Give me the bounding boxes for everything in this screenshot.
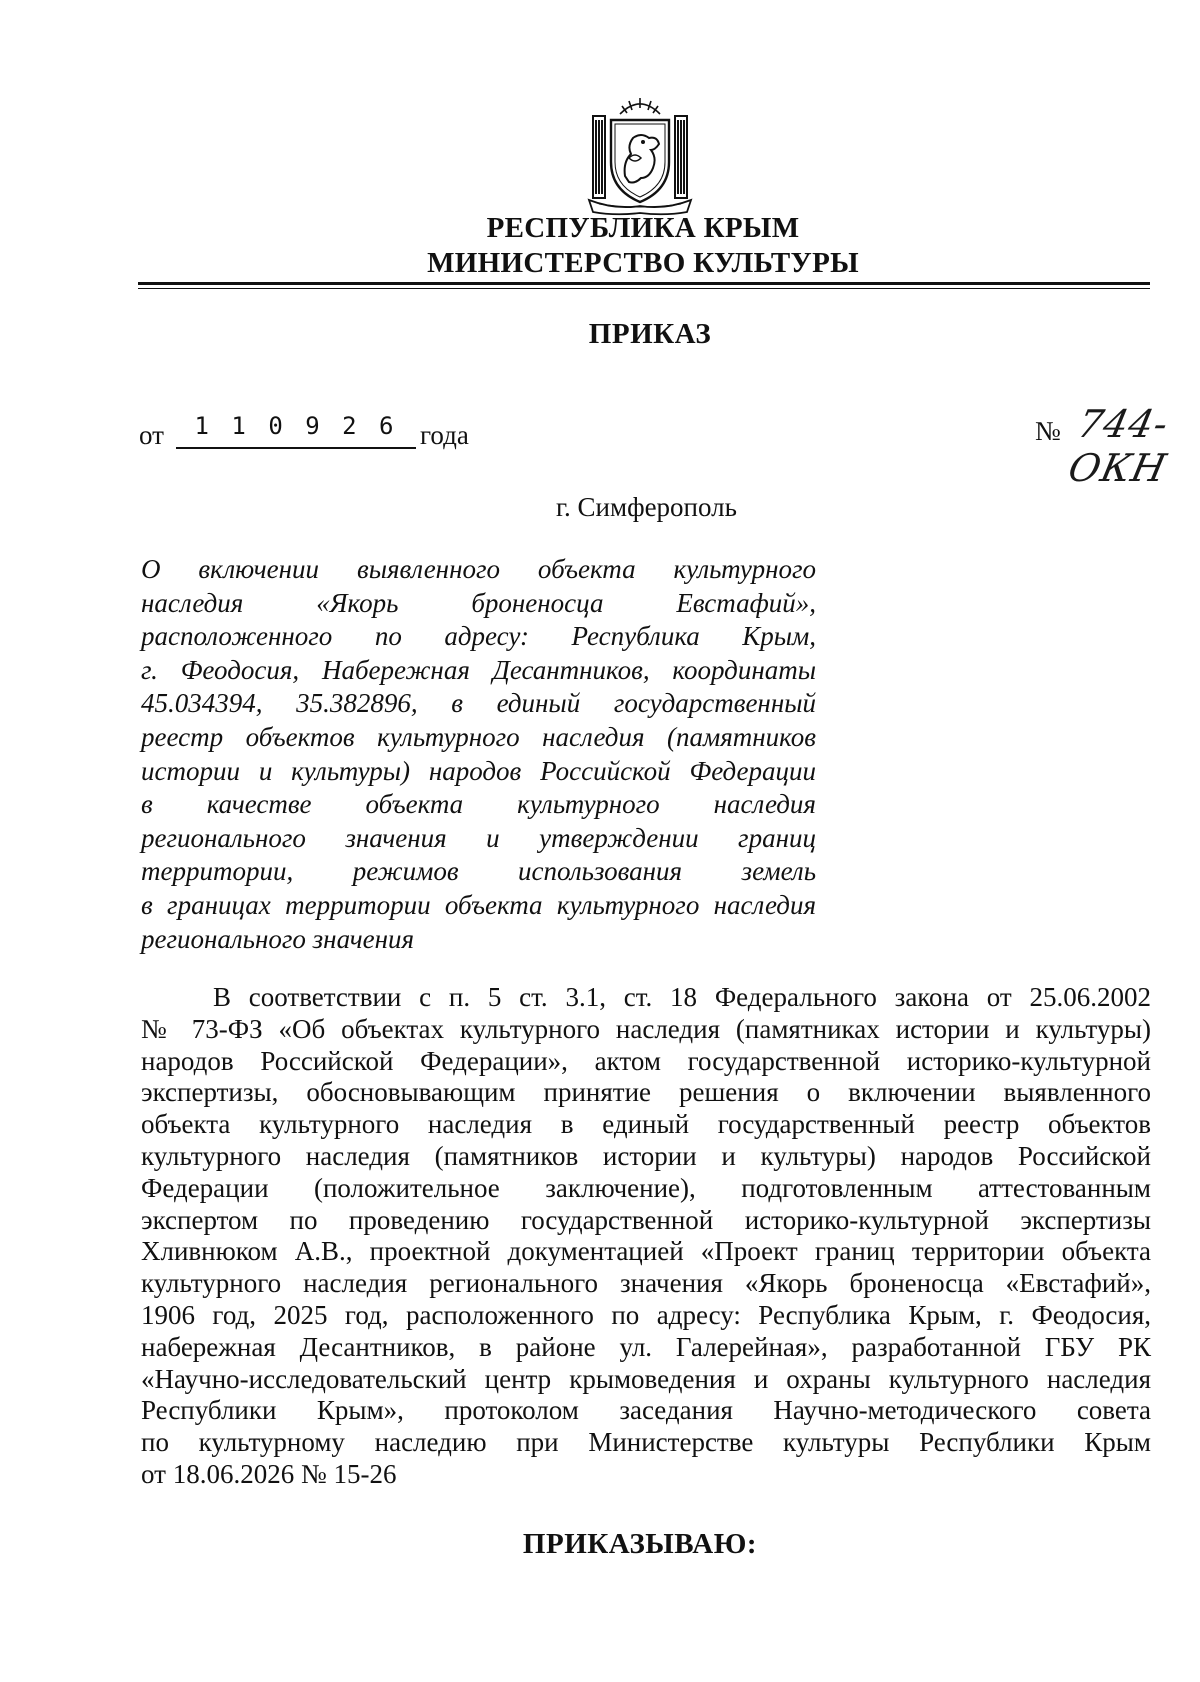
- body-line: объекта культурного наследия в единый государственный реестр объектов: [141, 1109, 1151, 1140]
- subject-line: 45.034394, 35.382896, в единый государственный: [141, 688, 816, 719]
- subject-line: регионального значения: [141, 923, 415, 954]
- body-line: по культурному наследию при Министерстве культуры Республики Крым: [141, 1427, 1151, 1458]
- body-line: Федерации (положительное заключение), подготовленным аттестованным: [141, 1172, 1151, 1203]
- date-underline: [176, 447, 416, 449]
- subject-line: в качестве объекта культурного наследия: [141, 789, 816, 820]
- city-line: г. Симферополь: [556, 492, 737, 522]
- document-type-title: ПРИКАЗ: [588, 318, 712, 350]
- subject-line: расположенного по адресу: Республика Крым,: [141, 621, 816, 652]
- body-line: «Научно-исследовательский центр крымоведения и охраны культурного наследия: [141, 1363, 1151, 1394]
- body-line: № 73-ФЗ «Об объектах культурного наследия (памятниках истории и культуры): [141, 1013, 1151, 1044]
- crimea-coat-of-arms-icon: [585, 92, 695, 217]
- order-subject: [141, 553, 816, 956]
- body-line: культурного наследия регионального значения «Якорь броненосца «Евстафий»,: [141, 1268, 1151, 1299]
- body-line: Республики Крым», протоколом заседания Научно-методического совета: [141, 1395, 1151, 1426]
- body-line: набережная Десантников, в районе ул. Галерейная», разработанной ГБУ РК: [141, 1331, 1151, 1362]
- date-suffix: года: [420, 420, 469, 450]
- header-rule-thin: [138, 288, 1150, 289]
- body-line: народов Российской Федерации», актом государственной историко-культурной: [141, 1045, 1151, 1076]
- subject-line: г. Феодосия, Набережная Десантников, координаты: [141, 654, 816, 685]
- subject-line: О включении выявленного объекта культурного: [141, 554, 816, 584]
- body-line: 1906 год, 2025 год, расположенного по адресу: Республика Крым, г. Феодосия,: [141, 1299, 1151, 1330]
- body-line: Хливнюком А.В., проектной документацией «Проект границ территории объекта: [141, 1236, 1151, 1267]
- number-sign: №: [1035, 416, 1061, 446]
- body-line: от 18.06.2026 № 15-26: [141, 1458, 397, 1489]
- preamble-paragraph: [141, 982, 1151, 1491]
- org-name-ministry: МИНИСТЕРСТВО КУЛЬТУРЫ: [427, 247, 859, 279]
- subject-line: регионального значения и утверждении границ: [141, 822, 816, 853]
- subject-line: истории и культуры) народов Российской Федерации: [141, 755, 816, 786]
- body-line: экспертом по проведению государственной историко-культурной экспертизы: [141, 1204, 1151, 1235]
- subject-line: территории, режимов использования земель: [141, 856, 816, 887]
- body-line: экспертизы, обосновывающим принятие решения о включении выявленного: [141, 1077, 1151, 1108]
- subject-line: наследия «Якорь броненосца Евстафий»,: [141, 587, 816, 618]
- subject-line: реестр объектов культурного наследия (памятников: [141, 721, 816, 752]
- subject-line: в границах территории объекта культурного наследия: [141, 889, 816, 920]
- date-prefix: от: [139, 420, 164, 450]
- order-word: ПРИКАЗЫВАЮ:: [522, 1528, 758, 1560]
- document-number-handwritten: 744-ОКН: [1064, 402, 1173, 490]
- body-line: В соответствии с п. 5 ст. 3.1, ст. 18 Федерального закона от 25.06.2002: [213, 982, 1151, 1012]
- header-rule-thick: [138, 282, 1150, 285]
- body-line: культурного наследия (памятников истории и культуры) народов Российской: [141, 1140, 1151, 1171]
- org-name-republic: РЕСПУБЛИКА КРЫМ: [486, 212, 800, 244]
- date-value: 1 1 0 9 2 6: [194, 412, 398, 440]
